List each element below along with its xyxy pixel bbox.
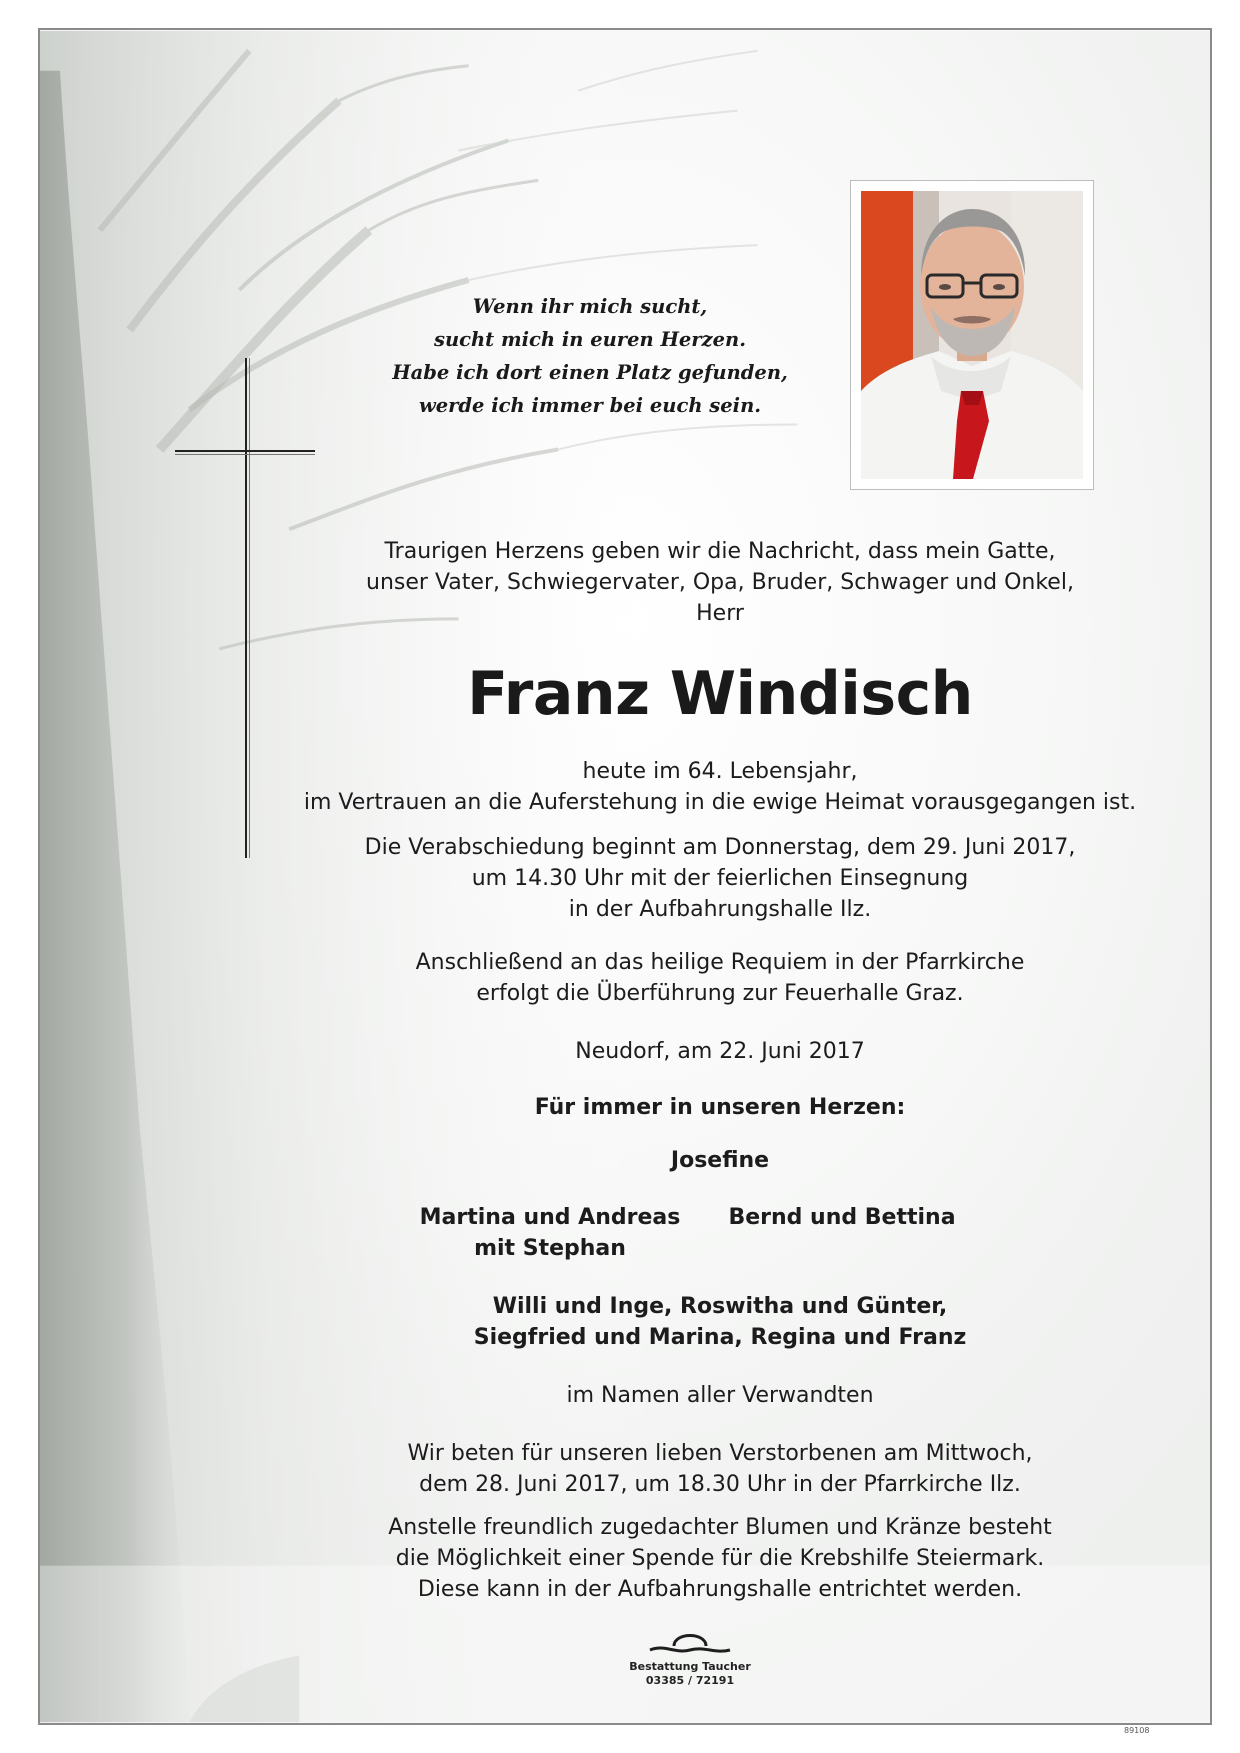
child-family-left xyxy=(400,1202,700,1264)
poem-line: Habe ich dort einen Platz gefunden, xyxy=(392,361,788,384)
age-line: im Vertrauen an die Auferstehung in die ewige Heimat vorausgegangen ist. xyxy=(303,790,1137,815)
farewell-line: um 14.30 Uhr mit der feierlichen Einsegnung xyxy=(471,866,969,891)
poem-line: Wenn ihr mich sucht, xyxy=(472,295,708,318)
reference-code: 89108 xyxy=(1124,1726,1150,1735)
intro-paragraph xyxy=(260,536,1180,629)
place-date: Neudorf, am 22. Juni 2017 xyxy=(575,1039,865,1064)
donation-line: Diese kann in der Aufbahrungshalle entrichtet werden. xyxy=(417,1577,1023,1602)
relatives-line: im Namen aller Verwandten xyxy=(566,1383,874,1408)
child-names: Martina und Andreas xyxy=(419,1205,681,1230)
spouse-name: Josefine xyxy=(670,1148,770,1173)
company-phone: 03385 / 72191 xyxy=(645,1674,735,1687)
age-line: heute im 64. Lebensjahr, xyxy=(582,759,858,784)
prayer-line: Wir beten für unseren lieben Verstorbenen am Mittwoch, xyxy=(407,1441,1033,1466)
intro-line: Herr xyxy=(696,601,744,626)
deceased-name: Franz Windisch xyxy=(467,659,973,729)
donation-line: die Möglichkeit einer Spende für die Krebshilfe Steiermark. xyxy=(395,1546,1045,1571)
funeral-home-signature xyxy=(560,1660,820,1688)
child-line xyxy=(400,1202,700,1233)
sunrise-wave-icon xyxy=(640,1624,740,1658)
prayer-line: dem 28. Juni 2017, um 18.30 Uhr in der Pfarrkirche Ilz. xyxy=(419,1472,1021,1497)
siblings-line: Willi und Inge, Roswitha und Günter, xyxy=(492,1294,948,1319)
requiem-line: erfolgt die Überführung zur Feuerhalle Graz. xyxy=(476,981,964,1006)
poem-line: werde ich immer bei euch sein. xyxy=(418,394,762,417)
mourners-heading: Für immer in unseren Herzen: xyxy=(534,1095,906,1120)
age-paragraph xyxy=(260,756,1180,818)
intro-line: Traurigen Herzens geben wir die Nachricht, dass mein Gatte, xyxy=(384,539,1056,564)
farewell-line: in der Aufbahrungshalle Ilz. xyxy=(568,897,872,922)
child-names: Bernd und Bettina xyxy=(728,1205,956,1230)
donation-line: Anstelle freundlich zugedachter Blumen und Kränze besteht xyxy=(388,1515,1052,1540)
siblings-line: Siegfried und Marina, Regina und Franz xyxy=(473,1325,967,1350)
requiem-paragraph xyxy=(260,947,1180,1009)
farewell-line: Die Verabschiedung beginnt am Donnerstag, dem 29. Juni 2017, xyxy=(364,835,1076,860)
portrait-photo xyxy=(861,191,1083,479)
company-name: Bestattung Taucher xyxy=(629,1660,751,1673)
siblings-paragraph xyxy=(260,1291,1180,1353)
grandchild-name: mit Stephan xyxy=(474,1236,626,1261)
prayer-paragraph xyxy=(260,1438,1180,1500)
requiem-line: Anschließend an das heilige Requiem in der Pfarrkirche xyxy=(415,950,1025,975)
poem xyxy=(380,290,800,422)
child-family-right xyxy=(722,1202,962,1233)
portrait-photo-frame xyxy=(850,180,1094,490)
child-line xyxy=(400,1233,700,1264)
child-line xyxy=(722,1202,962,1233)
donation-paragraph xyxy=(260,1512,1180,1605)
farewell-paragraph xyxy=(260,832,1180,925)
poem-line: sucht mich in euren Herzen. xyxy=(433,328,747,351)
intro-line: unser Vater, Schwiegervater, Opa, Bruder, Schwager und Onkel, xyxy=(366,570,1074,595)
